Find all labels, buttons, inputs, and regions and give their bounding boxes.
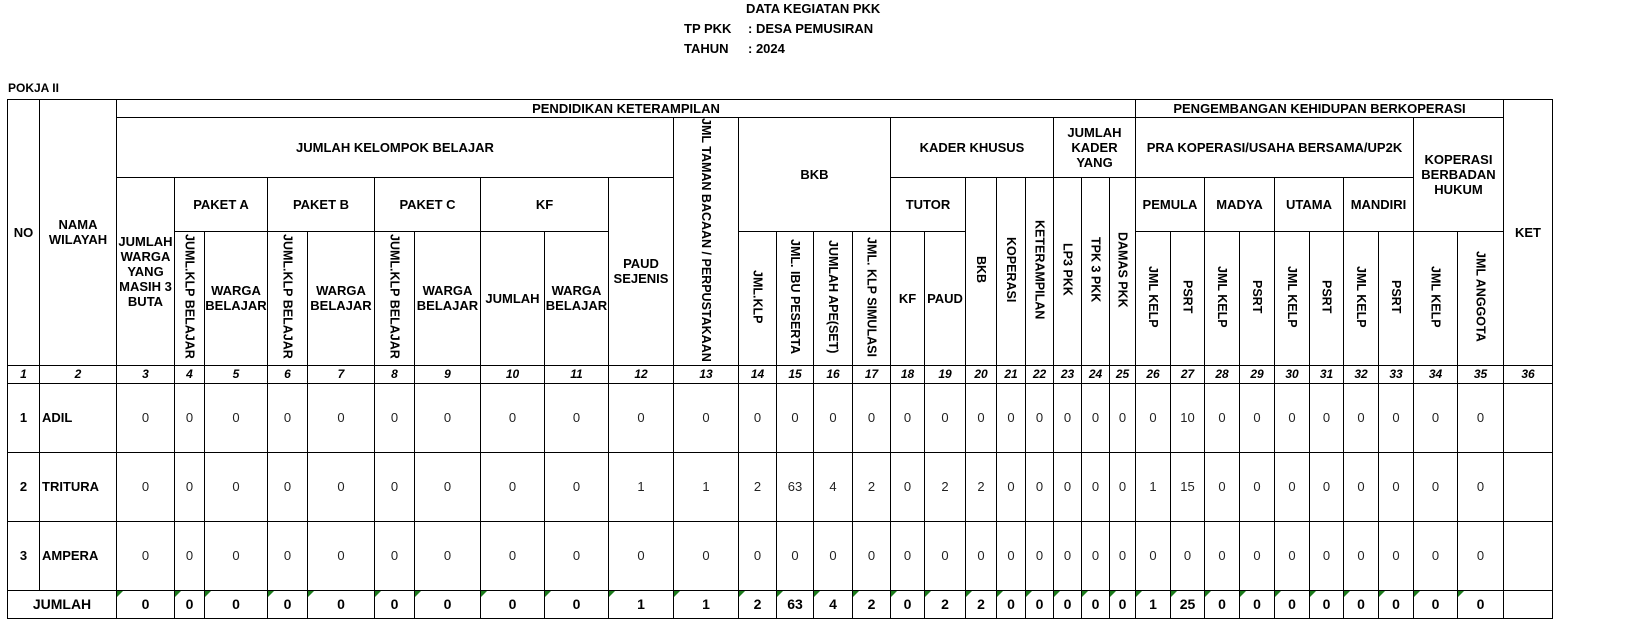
table-cell: 0 [268,452,308,521]
column-number-cell: 15 [777,365,814,383]
col-pemula-psrt-label: PSRT [1180,280,1195,314]
col-madya-psrt-header [1240,231,1275,365]
year-value: : 2024 [748,41,785,56]
column-number-cell: 34 [1414,365,1458,383]
table-cell: 1 [609,452,674,521]
total-cell: 0 [1205,590,1240,618]
total-cell: 0 [997,590,1026,618]
col-bkb-simulasi-header [853,231,891,365]
group-kf: KF [481,178,609,232]
table-cell: 2 [739,452,777,521]
col-utama-kelp-header [1275,231,1310,365]
group-paket-a: PAKET A [175,178,268,232]
group-mandiri: MANDIRI [1344,178,1414,232]
column-number-cell: 11 [545,365,609,383]
col-lp3pkk-header [1054,178,1082,366]
table-cell: 0 [268,521,308,590]
group-pemula: PEMULA [1136,178,1205,232]
col-madya-psrt-label: PSRT [1250,280,1264,314]
column-number-cell: 16 [814,365,853,383]
col-kader-koperasi-label: KOPERASI [1004,237,1018,303]
total-cell: 0 [891,590,925,618]
total-cell: 0 [1458,590,1504,618]
table-cell: 0 [1082,521,1110,590]
total-cell: 2 [925,590,966,618]
column-number-cell: 4 [175,365,205,383]
column-number-cell: 25 [1110,365,1136,383]
table-cell: 0 [1414,521,1458,590]
group-pra-koperasi: PRA KOPERASI/USAHA BERSAMA/UP2K [1136,118,1414,178]
col-paket-c-warga-header: WARGA BELAJAR [415,231,481,365]
table-cell: 0 [481,452,545,521]
table-cell: 0 [545,521,609,590]
table-cell: 0 [1414,452,1458,521]
total-cell: 0 [375,590,415,618]
col-mandiri-psrt-header [1379,231,1414,365]
col-kbh-kelp-header [1414,231,1458,365]
col-kbh-anggota-label: JML ANGGOTA [1473,251,1488,343]
column-number-cell: 24 [1082,365,1110,383]
table-cell: 0 [1026,521,1054,590]
col-nama-wilayah-header: NAMA WILAYAH [40,100,117,366]
col-tpk3pkk-header [1082,178,1110,366]
table-row [8,452,1553,521]
table-row [8,521,1553,590]
table-cell: 0 [1344,521,1379,590]
table-cell: 10 [1171,383,1205,452]
table-cell: 0 [415,383,481,452]
table-cell: 0 [997,521,1026,590]
table-cell: 0 [308,452,375,521]
col-bkb-ape-label: JUMLAH APE(SET) [826,240,840,354]
col-kf-warga-header: WARGA BELAJAR [545,231,609,365]
group-paket-b: PAKET B [268,178,375,232]
table-cell: 0 [1082,452,1110,521]
table-cell: 0 [205,452,268,521]
column-number-cell: 21 [997,365,1026,383]
total-cell: 0 [1110,590,1136,618]
table-cell: 0 [1379,383,1414,452]
table-cell: 0 [1310,452,1344,521]
table-cell: 2 [966,452,997,521]
group-madya: MADYA [1205,178,1275,232]
total-cell: 2 [739,590,777,618]
column-number-cell: 8 [375,365,415,383]
row-number: 2 [8,452,40,521]
table-cell: 0 [175,521,205,590]
table-cell: 0 [545,383,609,452]
col-pemula-kelp-label: JML KELP [1146,265,1160,328]
table-cell: 0 [1110,383,1136,452]
section-label: POKJA II [8,81,59,95]
row-number: 1 [8,383,40,452]
col-paket-b-klp-label: JUML.KLP BELAJAR [280,234,295,360]
table-cell: 0 [1275,383,1310,452]
table-cell: 0 [1458,383,1504,452]
total-cell: 0 [1054,590,1082,618]
row-region-name: ADIL [40,383,117,452]
document-title: DATA KEGIATAN PKK [746,1,881,16]
table-cell: 0 [1379,452,1414,521]
table-cell: 0 [1136,521,1171,590]
col-paket-c-klp-header [375,231,415,365]
table-cell: 0 [891,383,925,452]
table-cell: 0 [117,521,175,590]
group-pengembangan-koperasi: PENGEMBANGAN KEHIDUPAN BERKOPERASI [1136,100,1504,118]
col-kbh-anggota-header [1458,231,1504,365]
table-cell: 0 [853,383,891,452]
col-madya-kelp-label: JML KELP [1215,265,1229,328]
table-cell: 4 [814,452,853,521]
table-cell: 0 [205,521,268,590]
table-cell: 0 [997,383,1026,452]
col-tutor-paud-header: PAUD [925,231,966,365]
total-cell [1504,590,1553,618]
total-cell: 1 [609,590,674,618]
table-cell: 0 [205,383,268,452]
table-cell: 0 [1458,521,1504,590]
table-cell: 15 [1171,452,1205,521]
col-pemula-psrt-header [1171,231,1205,365]
col-tutor-kf-header: KF [891,231,925,365]
table-cell: 0 [545,452,609,521]
table-cell: 0 [925,383,966,452]
table-cell: 2 [853,452,891,521]
total-cell: 0 [1026,590,1054,618]
total-cell: 0 [1082,590,1110,618]
table-cell: 0 [481,383,545,452]
col-mandiri-kelp-header [1344,231,1379,365]
table-cell: 0 [308,521,375,590]
column-number-cell: 26 [1136,365,1171,383]
total-cell: 2 [966,590,997,618]
table-cell: 0 [1240,383,1275,452]
table-cell: 0 [1344,452,1379,521]
table-body [8,383,1553,590]
col-lp3pkk-label: LP3 PKK [1060,243,1075,297]
col-kbh-kelp-label: JML KELP [1428,265,1443,328]
col-kader-bkb-header [966,178,997,366]
group-tutor: TUTOR [891,178,966,232]
total-label: JUMLAH [8,590,117,618]
table-cell: 0 [1205,383,1240,452]
col-damas-pkk-header [1110,178,1136,366]
table-cell: 0 [1171,521,1205,590]
table-cell: 0 [674,521,739,590]
table-cell: 0 [1026,452,1054,521]
total-cell: 0 [1240,590,1275,618]
table-cell: 0 [117,383,175,452]
table-cell: 0 [739,383,777,452]
table-cell: 0 [1310,383,1344,452]
col-jumlah-warga-buta-header: JUMLAH WARGA YANG MASIH 3 BUTA [117,178,175,366]
table-cell: 0 [997,452,1026,521]
group-utama: UTAMA [1275,178,1344,232]
col-damas-pkk-label: DAMAS PKK [1115,232,1130,308]
total-cell: 0 [1414,590,1458,618]
table-cell: 0 [1379,521,1414,590]
col-bkb-ibu-peserta-header [777,231,814,365]
table-cell: 0 [415,521,481,590]
col-kader-koperasi-header [997,178,1026,366]
group-jumlah-kader-yang: JUMLAH KADER YANG [1054,118,1136,178]
table-cell: 0 [853,521,891,590]
col-kader-keterampilan-label: KETERAMPILAN [1032,220,1047,320]
col-utama-kelp-label: JML KELP [1285,265,1299,328]
column-number-cell: 12 [609,365,674,383]
col-paket-b-klp-header [268,231,308,365]
column-number-cell: 35 [1458,365,1504,383]
col-paud-sejenis-header: PAUD SEJENIS [609,178,674,366]
table-cell: 0 [117,452,175,521]
col-bkb-jml-klp-header [739,231,777,365]
row-region-name: TRITURA [40,452,117,521]
column-number-cell: 5 [205,365,268,383]
group-pendidikan-keterampilan: PENDIDIKAN KETERAMPILAN [117,100,1136,118]
column-number-cell: 9 [415,365,481,383]
col-paket-a-klp-label: JUML.KLP BELAJAR [182,234,197,360]
table-cell: 0 [1310,521,1344,590]
col-paket-b-warga-header: WARGA BELAJAR [308,231,375,365]
total-cell: 63 [777,590,814,618]
total-cell: 0 [415,590,481,618]
table-cell: 0 [891,521,925,590]
column-number-cell: 27 [1171,365,1205,383]
table-cell: 0 [1458,452,1504,521]
year-label: TAHUN [684,41,729,56]
column-number-cell: 17 [853,365,891,383]
table-cell: 2 [925,452,966,521]
table-row [8,383,1553,452]
total-cell: 0 [205,590,268,618]
col-mandiri-kelp-label: JML KELP [1354,265,1368,328]
table-cell: 1 [1136,452,1171,521]
group-koperasi-berbadan-hukum: KOPERASI BERBADAN HUKUM [1414,118,1504,232]
tp-pkk-label: TP PKK [684,21,732,36]
column-number-cell: 23 [1054,365,1082,383]
table-cell: 0 [481,521,545,590]
table-cell: 0 [175,452,205,521]
table-cell: 0 [308,383,375,452]
table-cell: 0 [1136,383,1171,452]
column-number-cell: 14 [739,365,777,383]
table-cell: 0 [925,521,966,590]
col-no-header: NO [8,100,40,366]
col-tpk3pkk-label: TPK 3 PKK [1088,237,1103,303]
total-cell: 1 [674,590,739,618]
col-taman-bacaan-label: JML TAMAN BACAAN / PERPUSTAKAAN [699,118,713,362]
col-kf-jumlah-header: JUMLAH [481,231,545,365]
table-cell: 0 [609,383,674,452]
total-cell: 0 [308,590,375,618]
col-bkb-ape-header [814,231,853,365]
col-paket-a-klp-header [175,231,205,365]
total-cell: 25 [1171,590,1205,618]
table-cell: 0 [966,383,997,452]
column-number-cell: 10 [481,365,545,383]
row-region-name: AMPERA [40,521,117,590]
col-bkb-simulasi-label: JML. KLP SIMULASI [864,236,879,357]
group-paket-c: PAKET C [375,178,481,232]
table-cell: 0 [674,383,739,452]
total-cell: 0 [1379,590,1414,618]
table-cell: 0 [1240,521,1275,590]
col-kader-keterampilan-header [1026,178,1054,366]
table-cell: 0 [268,383,308,452]
total-cell: 1 [1136,590,1171,618]
table-cell [1504,452,1553,521]
col-paket-c-klp-label: JUML.KLP BELAJAR [387,234,402,360]
data-table [7,99,1553,619]
col-utama-psrt-header [1310,231,1344,365]
table-cell: 0 [1205,521,1240,590]
table-cell: 1 [674,452,739,521]
table-cell: 0 [1110,521,1136,590]
table-cell: 0 [1205,452,1240,521]
col-pemula-kelp-header [1136,231,1171,365]
table-cell [1504,383,1553,452]
column-number-row [8,365,1553,383]
total-cell: 0 [117,590,175,618]
column-number-cell: 22 [1026,365,1054,383]
table-cell: 0 [1054,452,1082,521]
table-cell: 0 [777,521,814,590]
total-cell: 0 [1275,590,1310,618]
column-number-cell: 30 [1275,365,1310,383]
total-cell: 0 [175,590,205,618]
table-cell: 0 [375,452,415,521]
table-cell: 0 [375,521,415,590]
table-cell: 0 [1240,452,1275,521]
column-number-cell: 3 [117,365,175,383]
total-row [8,590,1553,618]
table-cell: 0 [175,383,205,452]
total-cell: 0 [1344,590,1379,618]
col-mandiri-psrt-label: PSRT [1389,280,1403,314]
total-cell: 0 [1310,590,1344,618]
column-number-cell: 1 [8,365,40,383]
column-number-cell: 36 [1504,365,1553,383]
table-cell [1504,521,1553,590]
column-number-cell: 20 [966,365,997,383]
table-cell: 63 [777,452,814,521]
column-number-cell: 29 [1240,365,1275,383]
tp-pkk-value: : DESA PEMUSIRAN [748,21,874,36]
table-cell: 0 [375,383,415,452]
row-number: 3 [8,521,40,590]
col-taman-bacaan-header [674,118,739,366]
total-cell: 2 [853,590,891,618]
table-cell: 0 [739,521,777,590]
table-cell: 0 [891,452,925,521]
table-cell: 0 [1414,383,1458,452]
table-cell: 0 [1110,452,1136,521]
column-number-cell: 6 [268,365,308,383]
table-cell: 0 [1275,521,1310,590]
total-cell: 0 [268,590,308,618]
column-number-cell: 31 [1310,365,1344,383]
column-number-cell: 19 [925,365,966,383]
group-jumlah-kelompok-belajar: JUMLAH KELOMPOK BELAJAR [117,118,674,178]
group-bkb: BKB [739,118,891,232]
table-cell: 0 [415,452,481,521]
col-paket-a-warga-header: WARGA BELAJAR [205,231,268,365]
table-cell: 0 [1082,383,1110,452]
table-cell: 0 [1054,521,1082,590]
group-kader-khusus: KADER KHUSUS [891,118,1054,178]
table-cell: 0 [814,521,853,590]
total-cell: 0 [481,590,545,618]
total-cell: 0 [545,590,609,618]
col-madya-kelp-header [1205,231,1240,365]
column-number-cell: 7 [308,365,375,383]
total-cell: 4 [814,590,853,618]
column-number-cell: 28 [1205,365,1240,383]
table-cell: 0 [1026,383,1054,452]
table-cell: 0 [814,383,853,452]
col-bkb-ibu-peserta-label: JML. IBU PESERTA [788,239,802,355]
col-utama-psrt-label: PSRT [1319,280,1334,314]
table-cell: 0 [609,521,674,590]
column-number-cell: 2 [40,365,117,383]
column-number-cell: 13 [674,365,739,383]
table-cell: 0 [1344,383,1379,452]
table-cell: 0 [777,383,814,452]
column-number-cell: 18 [891,365,925,383]
table-cell: 0 [1275,452,1310,521]
column-number-cell: 33 [1379,365,1414,383]
table-cell: 0 [966,521,997,590]
col-kader-bkb-label: BKB [974,256,988,284]
column-number-cell: 32 [1344,365,1379,383]
col-ket-header: KET [1504,100,1553,366]
col-bkb-jml-klp-label: JML.KLP [750,270,765,324]
table-cell: 0 [1054,383,1082,452]
